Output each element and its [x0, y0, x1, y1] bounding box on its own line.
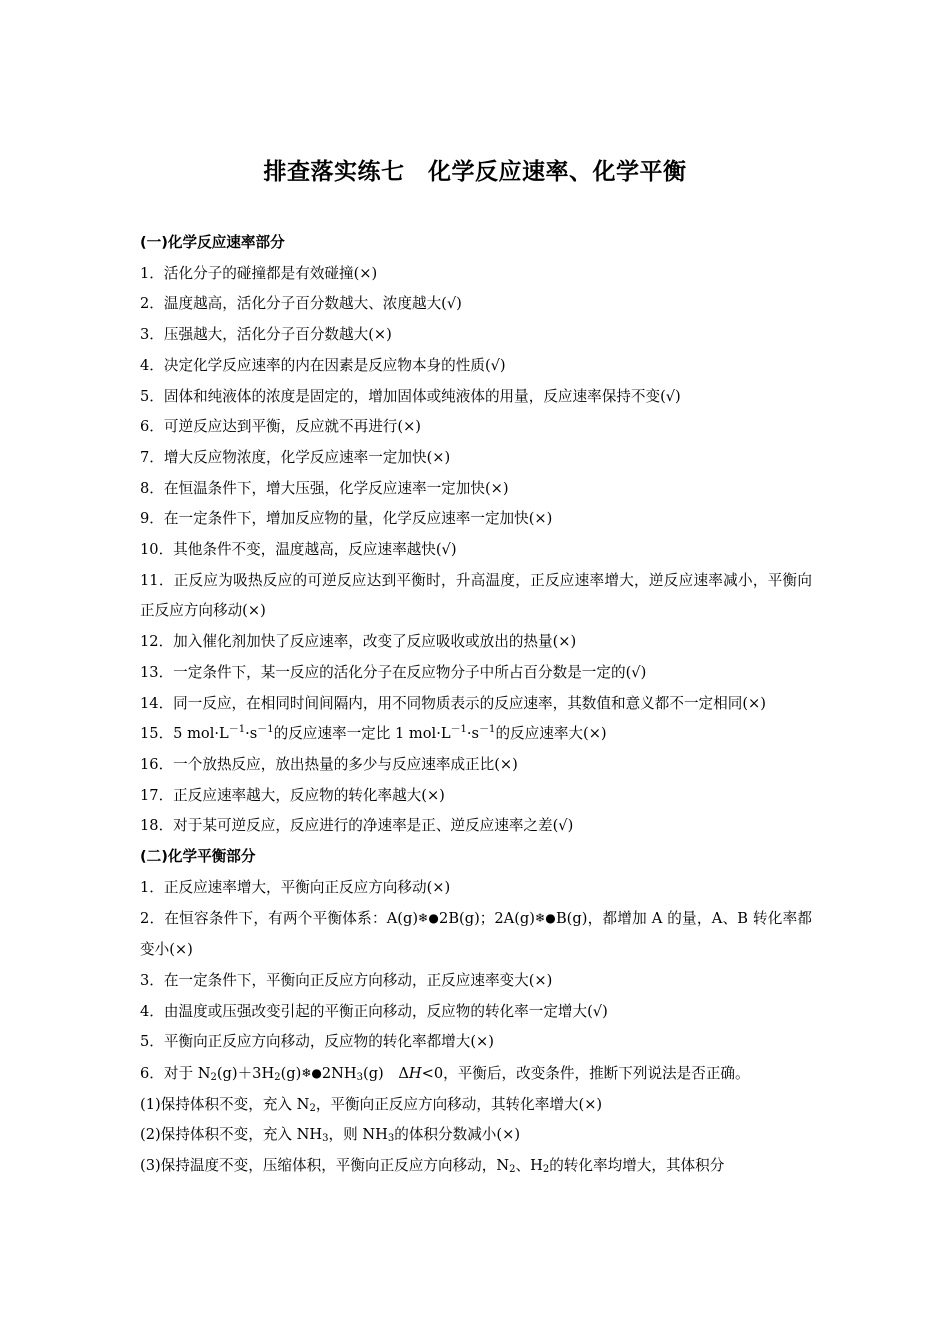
subscript: 3	[322, 1133, 329, 1145]
list-item: 17．正反应速率越大，反应物的转化率越大(×)	[140, 786, 445, 804]
subscript: 3	[356, 1071, 364, 1083]
item-text: ·s	[466, 725, 480, 743]
list-item: 14．同一反应，在相同时间间隔内，用不同物质表示的反应速率，其数值和意义都不一定相同(×)	[140, 694, 766, 712]
list-item: 3．压强越大，活化分子百分数越大(×)	[140, 326, 392, 344]
equilibrium-arrow-icon: ❄●	[301, 1065, 322, 1080]
item-text: ·s	[245, 725, 258, 743]
item-text: <0，平衡后，改变条件，推断下列说法是否正确。	[421, 1064, 750, 1082]
list-item: 5．固体和纯液体的浓度是固定的，增加固体或纯液体的用量，反应速率保持不变(√)	[140, 387, 681, 405]
item-text: 2．在恒容条件下，有两个平衡体系：A(g)	[140, 910, 419, 928]
item-text: 2NH	[321, 1064, 357, 1082]
section-heading-rate: (一)化学反应速率部分	[140, 234, 285, 251]
list-item: 3．在一定条件下，平衡向正反应方向移动，正反应速率变大(×)	[140, 971, 553, 989]
subscript: 3	[387, 1133, 395, 1145]
list-item	[140, 1058, 812, 1090]
superscript: －1	[450, 724, 467, 736]
list-item: 7．增大反应物浓度，化学反应速率一定加快(×)	[140, 448, 451, 466]
list-item: 4．决定化学反应速率的内在因素是反应物本身的性质(√)	[140, 356, 506, 374]
equilibrium-arrow-icon: ❄●	[534, 911, 556, 926]
item-text: (3)保持温度不变，压缩体积，平衡向正反应方向移动，N	[140, 1157, 510, 1175]
list-item: 12．加入催化剂加快了反应速率，改变了反应吸收或放出的热量(×)	[140, 633, 577, 651]
item-text: 2B(g)；2A(g)	[439, 910, 535, 928]
list-item	[140, 1151, 812, 1182]
superscript: －1	[228, 724, 246, 736]
list-item: 18．对于某可逆反应，反应进行的净速率是正、逆反应速率之差(√)	[140, 817, 574, 835]
equilibrium-arrow-icon: ❄●	[418, 911, 440, 926]
subscript: 2	[542, 1164, 550, 1176]
item-text: (g)	[280, 1064, 302, 1082]
superscript: －1	[479, 724, 496, 736]
list-item	[140, 1120, 812, 1151]
list-item: 5．平衡向正反应方向移动，反应物的转化率都增大(×)	[140, 1033, 494, 1051]
item-text: 15．5 mol·L	[140, 725, 229, 743]
subscript: 2	[274, 1071, 281, 1083]
item-text: B(g)，都增加 A 的量，A、B 转化率都变小(×)	[140, 910, 812, 959]
list-item: 2．温度越高，活化分子百分数越大、浓度越大(√)	[140, 295, 462, 313]
subscript: 2	[509, 1164, 516, 1176]
item-text: 、H	[515, 1157, 543, 1175]
list-item: 9．在一定条件下，增加反应物的量，化学反应速率一定加快(×)	[140, 510, 553, 528]
item-text: 的反应速率一定比 1 mol·L	[273, 725, 451, 743]
enthalpy-symbol: H	[408, 1064, 422, 1082]
list-item: 8．在恒温条件下，增大压强，化学反应速率一定加快(×)	[140, 479, 509, 497]
subscript: 2	[210, 1071, 217, 1083]
document-body	[140, 228, 812, 1182]
list-item: 10．其他条件不变，温度越高，反应速率越快(√)	[140, 541, 457, 559]
list-item: 1．正反应速率增大，平衡向正反应方向移动(×)	[140, 878, 451, 896]
list-item: 4．由温度或压强改变引起的平衡正向移动，反应物的转化率一定增大(√)	[140, 1002, 608, 1020]
superscript: －1	[257, 724, 274, 736]
item-text: 的体积分数减小(×)	[394, 1126, 521, 1144]
item-text: 6．对于 N	[140, 1064, 211, 1082]
item-text: (2)保持体积不变，充入 NH	[140, 1126, 323, 1144]
list-item: 6．可逆反应达到平衡，反应就不再进行(×)	[140, 418, 421, 436]
list-item	[140, 903, 812, 965]
subscript: 2	[309, 1102, 316, 1114]
list-item	[140, 1090, 812, 1121]
list-item: 1．活化分子的碰撞都是有效碰撞(×)	[140, 264, 378, 282]
list-item: 13．一定条件下，某一反应的活化分子在反应物分子中所占百分数是一定的(√)	[140, 663, 647, 681]
list-item	[140, 719, 812, 750]
item-text: (1)保持体积不变，充入 N	[140, 1095, 310, 1113]
item-text: (g)＋3H	[216, 1064, 275, 1082]
item-text: 的反应速率大(×)	[495, 725, 607, 743]
item-text: 的转化率均增大，其体积分	[549, 1157, 725, 1175]
item-text: ，平衡向正反应方向移动，其转化率增大(×)	[315, 1095, 603, 1113]
page-title: 排查落实练七 化学反应速率、化学平衡	[263, 159, 687, 185]
list-item: 11．正反应为吸热反应的可逆反应达到平衡时，升高温度，正反应速率增大，逆反应速率减小，平衡向正反应方向移动(×)	[140, 571, 812, 620]
list-item: 16．一个放热反应，放出热量的多少与反应速率成正比(×)	[140, 755, 518, 773]
section-heading-equilibrium: (二)化学平衡部分	[140, 848, 256, 866]
item-text: ，则 NH	[328, 1126, 388, 1144]
item-text: (g) Δ	[363, 1064, 409, 1082]
